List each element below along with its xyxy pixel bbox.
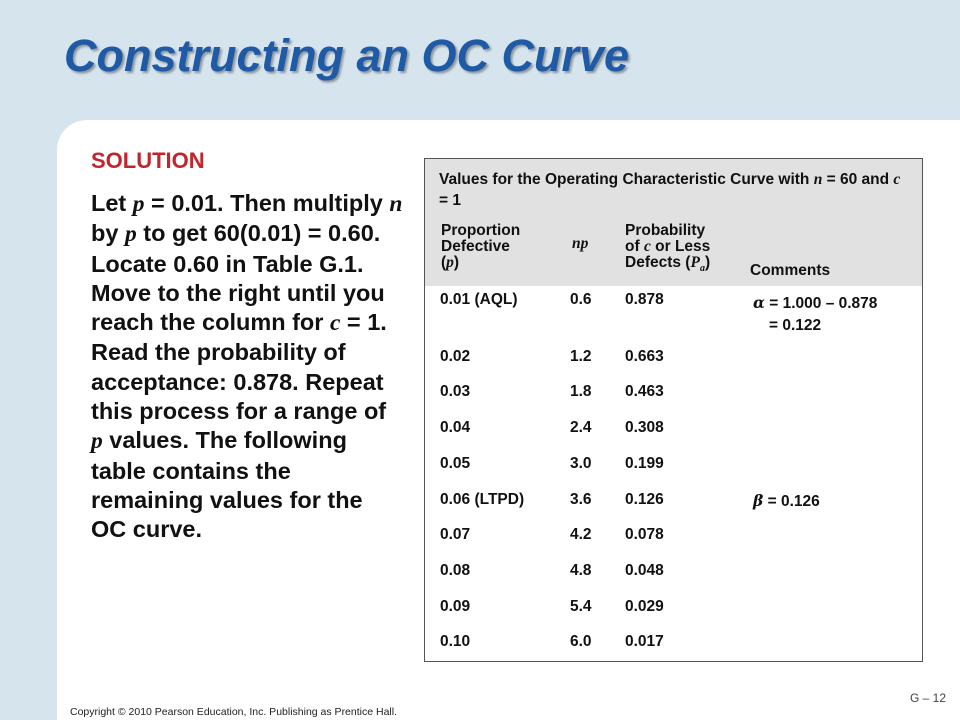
cell-proportion: 0.02 xyxy=(440,348,471,365)
beta-symbol: β xyxy=(753,491,764,510)
cell-probability: 0.048 xyxy=(625,562,664,579)
cell-np: 1.2 xyxy=(570,348,592,365)
slide-title: Constructing an OC Curve xyxy=(64,30,630,81)
cell-probability: 0.126 xyxy=(625,491,664,508)
cell-proportion: 0.06 (LTPD) xyxy=(440,491,525,508)
cell-probability: 0.663 xyxy=(625,348,664,365)
cell-proportion: 0.08 xyxy=(440,562,471,579)
solution-label: SOLUTION xyxy=(91,148,205,173)
header-proportion-defective: Proportion Defective (p) xyxy=(441,222,521,271)
cell-np: 0.6 xyxy=(570,291,592,308)
cell-proportion: 0.09 xyxy=(440,598,471,615)
cell-probability: 0.029 xyxy=(625,598,664,615)
table-caption: Values for the Operating Characteristic Curve with n = 60 and c = 1 xyxy=(439,171,901,209)
cell-probability: 0.078 xyxy=(625,526,664,543)
cell-proportion: 0.10 xyxy=(440,633,471,650)
header-comments: Comments xyxy=(750,262,831,279)
cell-np: 3.0 xyxy=(570,455,592,472)
table-row xyxy=(425,562,922,599)
header-np: np xyxy=(572,235,589,252)
cell-proportion: 0.05 xyxy=(440,455,471,472)
table-row xyxy=(425,455,922,492)
page-number: G – 12 xyxy=(909,691,946,705)
cell-np: 3.6 xyxy=(570,491,592,508)
cell-np: 4.2 xyxy=(570,526,592,543)
cell-proportion: 0.01 (AQL) xyxy=(440,291,518,308)
table-header xyxy=(425,159,922,286)
cell-probability: 0.878 xyxy=(625,291,664,308)
cell-np: 5.4 xyxy=(570,598,592,615)
header-probability: Probability of c or Less Defects $(P_a)$ xyxy=(625,222,711,275)
cell-np: 2.4 xyxy=(570,419,592,436)
copyright-footer: Copyright © 2010 Pearson Education, Inc. Publishing as Prentice Hall. xyxy=(70,706,398,718)
cell-np: 6.0 xyxy=(570,633,592,650)
cell-probability: 0.308 xyxy=(625,419,664,436)
table-row xyxy=(425,383,922,420)
cell-probability: 0.199 xyxy=(625,455,664,472)
table-row xyxy=(425,633,922,670)
table-row xyxy=(425,598,922,635)
table-row xyxy=(425,491,922,528)
cell-np: 4.8 xyxy=(570,562,592,579)
table-row xyxy=(425,526,922,563)
oc-values-table xyxy=(424,158,923,662)
cell-probability: 0.463 xyxy=(625,383,664,400)
table-row xyxy=(425,419,922,456)
cell-proportion: 0.03 xyxy=(440,383,471,400)
table-row xyxy=(425,348,922,385)
cell-np: 1.8 xyxy=(570,383,592,400)
cell-probability: 0.017 xyxy=(625,633,664,650)
solution-text: Let p = 0.01. Then multiply n by p to get 60(0.01) = 0.60. Locate 0.60 in Table G.1. Move to the right until you reach the column for c = 1. Read the probability of acceptance: 0.878. Repeat this process for a range of p values. The following table contains the remaining values for the OC curve. xyxy=(91,190,403,543)
cell-proportion: 0.07 xyxy=(440,526,471,543)
alpha-comment: α = 1.000 – 0.878 = 0.122 xyxy=(753,293,878,334)
beta-comment: β = 0.126 xyxy=(753,491,820,510)
alpha-symbol: α xyxy=(753,293,765,312)
cell-proportion: 0.04 xyxy=(440,419,471,436)
